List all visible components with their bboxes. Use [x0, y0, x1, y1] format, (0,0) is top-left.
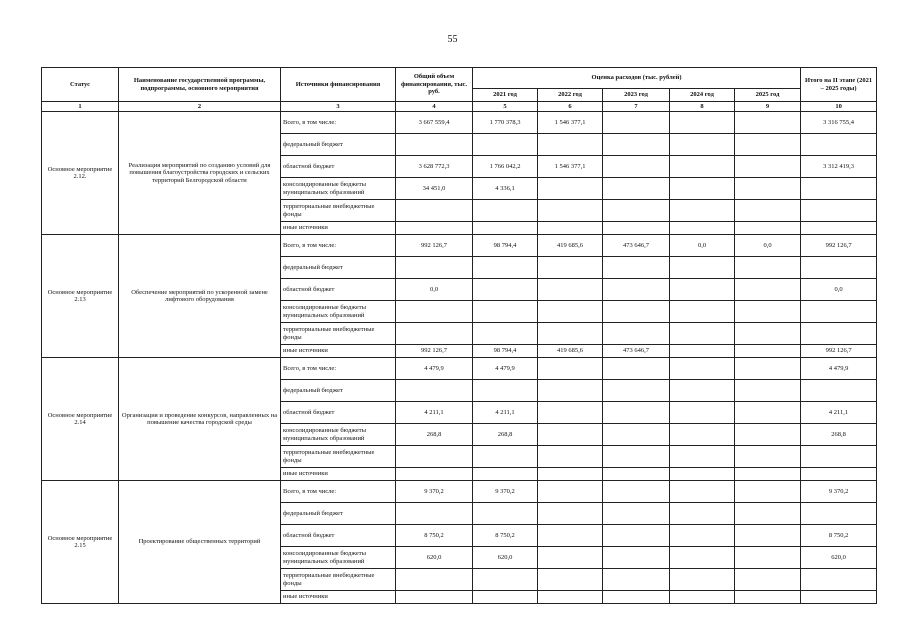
stage-total-cell: 992 126,7: [801, 345, 877, 358]
stage-total-cell: [801, 446, 877, 468]
total-cell: [396, 222, 473, 235]
page-number: 55: [447, 34, 458, 45]
year-2022-cell: [538, 481, 603, 503]
year-2024-cell: [670, 279, 735, 301]
year-2021-cell: [473, 503, 538, 525]
year-2023-cell: [603, 569, 670, 591]
total-cell: 9 370,2: [396, 481, 473, 503]
year-2024-cell: [670, 257, 735, 279]
funding-source-cell: иные источники: [281, 222, 396, 235]
stage-total-cell: 3 312 419,3: [801, 156, 877, 178]
year-2021-cell: [473, 134, 538, 156]
stage-total-cell: 268,8: [801, 424, 877, 446]
year-2021-cell: [473, 222, 538, 235]
year-2025-cell: [735, 402, 801, 424]
status-cell: Основное мероприятие 2.15: [42, 481, 119, 604]
header-year: 2025 год: [735, 89, 801, 102]
stage-total-cell: [801, 591, 877, 604]
total-cell: 620,0: [396, 547, 473, 569]
year-2022-cell: [538, 222, 603, 235]
funding-source-cell: территориальные внебюджетные фонды: [281, 323, 396, 345]
year-2025-cell: [735, 481, 801, 503]
year-2021-cell: 620,0: [473, 547, 538, 569]
activity-name-cell: Организация и проведение конкурсов, направленных на повышение качества городской среды: [119, 358, 281, 481]
year-2023-cell: [603, 200, 670, 222]
year-2021-cell: 9 370,2: [473, 481, 538, 503]
funding-source-cell: Всего, в том числе:: [281, 112, 396, 134]
funding-source-cell: территориальные внебюджетные фонды: [281, 569, 396, 591]
year-2023-cell: [603, 301, 670, 323]
year-2024-cell: [670, 112, 735, 134]
year-2022-cell: [538, 200, 603, 222]
year-2024-cell: [670, 156, 735, 178]
year-2021-cell: 4 479,9: [473, 358, 538, 380]
year-2024-cell: [670, 481, 735, 503]
stage-total-cell: [801, 134, 877, 156]
year-2023-cell: [603, 481, 670, 503]
header-stage-total: Итого на II этапе (2021 – 2025 годы): [801, 68, 877, 102]
year-2022-cell: 1 546 377,1: [538, 112, 603, 134]
header-year: 2022 год: [538, 89, 603, 102]
table-row: [42, 358, 877, 380]
year-2021-cell: [473, 591, 538, 604]
year-2025-cell: [735, 591, 801, 604]
activity-name-cell: Проектирование общественных территорий: [119, 481, 281, 604]
stage-total-cell: 4 211,1: [801, 402, 877, 424]
year-2025-cell: [735, 380, 801, 402]
year-2022-cell: [538, 468, 603, 481]
header-year: 2024 год: [670, 89, 735, 102]
year-2025-cell: [735, 547, 801, 569]
activity-name-cell: Реализация мероприятий по созданию условий для повышения благоустройства городских и сельских территорий Белгородской области: [119, 112, 281, 235]
total-cell: 4 211,1: [396, 402, 473, 424]
year-2022-cell: 1 546 377,1: [538, 156, 603, 178]
funding-source-cell: Всего, в том числе:: [281, 235, 396, 257]
year-2025-cell: [735, 345, 801, 358]
total-cell: 34 451,0: [396, 178, 473, 200]
total-cell: 992 126,7: [396, 345, 473, 358]
year-2021-cell: [473, 380, 538, 402]
year-2022-cell: [538, 380, 603, 402]
year-2025-cell: [735, 569, 801, 591]
year-2023-cell: [603, 380, 670, 402]
column-number: 2: [119, 102, 281, 112]
header-year: 2021 год: [473, 89, 538, 102]
year-2025-cell: [735, 134, 801, 156]
year-2023-cell: [603, 156, 670, 178]
year-2022-cell: [538, 257, 603, 279]
funding-source-cell: Всего, в том числе:: [281, 481, 396, 503]
total-cell: 3 628 772,3: [396, 156, 473, 178]
year-2024-cell: 0,0: [670, 235, 735, 257]
funding-source-cell: федеральный бюджет: [281, 257, 396, 279]
year-2024-cell: [670, 424, 735, 446]
year-2024-cell: [670, 301, 735, 323]
table-body: [42, 112, 877, 604]
total-cell: [396, 380, 473, 402]
year-2021-cell: [473, 200, 538, 222]
year-2024-cell: [670, 569, 735, 591]
funding-source-cell: консолидированные бюджеты муниципальных образований: [281, 424, 396, 446]
year-2025-cell: [735, 279, 801, 301]
funding-source-cell: областной бюджет: [281, 402, 396, 424]
year-2022-cell: [538, 358, 603, 380]
stage-total-cell: [801, 569, 877, 591]
funding-source-cell: Всего, в том числе:: [281, 358, 396, 380]
year-2022-cell: [538, 424, 603, 446]
year-2023-cell: [603, 134, 670, 156]
table-row: [42, 481, 877, 503]
year-2022-cell: [538, 569, 603, 591]
financing-table: [41, 67, 877, 604]
column-number: 1: [42, 102, 119, 112]
total-cell: [396, 591, 473, 604]
stage-total-cell: [801, 178, 877, 200]
year-2023-cell: [603, 468, 670, 481]
total-cell: [396, 569, 473, 591]
year-2022-cell: [538, 402, 603, 424]
year-2022-cell: 419 685,6: [538, 345, 603, 358]
year-2024-cell: [670, 446, 735, 468]
column-number: 6: [538, 102, 603, 112]
total-cell: [396, 301, 473, 323]
year-2022-cell: [538, 525, 603, 547]
year-2023-cell: [603, 279, 670, 301]
year-2021-cell: [473, 569, 538, 591]
column-number: 10: [801, 102, 877, 112]
header-status: Статус: [42, 68, 119, 102]
year-2024-cell: [670, 525, 735, 547]
total-cell: [396, 200, 473, 222]
year-2024-cell: [670, 468, 735, 481]
year-2024-cell: [670, 178, 735, 200]
table-row: [42, 235, 877, 257]
year-2023-cell: [603, 323, 670, 345]
year-2022-cell: [538, 178, 603, 200]
total-cell: [396, 446, 473, 468]
year-2021-cell: 4 336,1: [473, 178, 538, 200]
year-2022-cell: [538, 591, 603, 604]
funding-source-cell: иные источники: [281, 468, 396, 481]
total-cell: 8 750,2: [396, 525, 473, 547]
header-estimate: Оценка расходов (тыс. рублей): [473, 68, 801, 89]
year-2021-cell: [473, 301, 538, 323]
year-2024-cell: [670, 134, 735, 156]
column-number: 4: [396, 102, 473, 112]
total-cell: [396, 468, 473, 481]
year-2021-cell: 8 750,2: [473, 525, 538, 547]
year-2025-cell: [735, 424, 801, 446]
year-2024-cell: [670, 503, 735, 525]
total-cell: [396, 323, 473, 345]
funding-source-cell: областной бюджет: [281, 156, 396, 178]
funding-source-cell: иные источники: [281, 345, 396, 358]
year-2024-cell: [670, 222, 735, 235]
stage-total-cell: 9 370,2: [801, 481, 877, 503]
year-2023-cell: 473 646,7: [603, 235, 670, 257]
year-2023-cell: [603, 503, 670, 525]
column-number: 7: [603, 102, 670, 112]
year-2022-cell: [538, 547, 603, 569]
stage-total-cell: [801, 257, 877, 279]
year-2025-cell: [735, 222, 801, 235]
year-2023-cell: [603, 525, 670, 547]
year-2021-cell: 4 211,1: [473, 402, 538, 424]
funding-source-cell: территориальные внебюджетные фонды: [281, 446, 396, 468]
year-2025-cell: [735, 257, 801, 279]
year-2024-cell: [670, 358, 735, 380]
year-2025-cell: [735, 446, 801, 468]
status-cell: Основное мероприятие 2.14: [42, 358, 119, 481]
total-cell: 0,0: [396, 279, 473, 301]
stage-total-cell: [801, 222, 877, 235]
year-2022-cell: [538, 323, 603, 345]
year-2023-cell: [603, 591, 670, 604]
year-2025-cell: [735, 178, 801, 200]
year-2022-cell: [538, 301, 603, 323]
activity-name-cell: Обеспечение мероприятий по ускоренной замене лифтового оборудования: [119, 235, 281, 358]
status-cell: Основное мероприятие 2.12.: [42, 112, 119, 235]
year-2025-cell: [735, 200, 801, 222]
year-2022-cell: [538, 279, 603, 301]
year-2021-cell: [473, 257, 538, 279]
year-2023-cell: [603, 222, 670, 235]
year-2023-cell: [603, 402, 670, 424]
total-cell: 3 667 559,4: [396, 112, 473, 134]
year-2022-cell: [538, 503, 603, 525]
funding-source-cell: иные источники: [281, 591, 396, 604]
stage-total-cell: 0,0: [801, 279, 877, 301]
year-2024-cell: [670, 345, 735, 358]
column-number: 8: [670, 102, 735, 112]
year-2024-cell: [670, 402, 735, 424]
year-2021-cell: [473, 323, 538, 345]
year-2021-cell: 268,8: [473, 424, 538, 446]
year-2021-cell: [473, 279, 538, 301]
header-total: Общий объем финансирования, тыс. руб.: [396, 68, 473, 102]
total-cell: [396, 257, 473, 279]
funding-source-cell: федеральный бюджет: [281, 134, 396, 156]
year-2023-cell: [603, 446, 670, 468]
column-number: 5: [473, 102, 538, 112]
funding-source-cell: консолидированные бюджеты муниципальных образований: [281, 301, 396, 323]
total-cell: 4 479,9: [396, 358, 473, 380]
year-2022-cell: [538, 446, 603, 468]
year-2025-cell: [735, 156, 801, 178]
year-2023-cell: [603, 424, 670, 446]
year-2022-cell: 419 685,6: [538, 235, 603, 257]
header-source: Источники финансирования: [281, 68, 396, 102]
year-2025-cell: [735, 112, 801, 134]
year-2024-cell: [670, 547, 735, 569]
stage-total-cell: [801, 503, 877, 525]
year-2025-cell: [735, 525, 801, 547]
year-2021-cell: [473, 468, 538, 481]
funding-source-cell: консолидированные бюджеты муниципальных образований: [281, 547, 396, 569]
column-number: 9: [735, 102, 801, 112]
funding-source-cell: консолидированные бюджеты муниципальных образований: [281, 178, 396, 200]
total-cell: [396, 134, 473, 156]
total-cell: [396, 503, 473, 525]
year-2023-cell: 473 646,7: [603, 345, 670, 358]
header-year: 2023 год: [603, 89, 670, 102]
year-2024-cell: [670, 380, 735, 402]
year-2025-cell: [735, 468, 801, 481]
funding-source-cell: федеральный бюджет: [281, 380, 396, 402]
funding-source-cell: областной бюджет: [281, 279, 396, 301]
year-2024-cell: [670, 200, 735, 222]
year-2021-cell: 1 766 042,2: [473, 156, 538, 178]
year-2023-cell: [603, 178, 670, 200]
stage-total-cell: [801, 323, 877, 345]
stage-total-cell: [801, 468, 877, 481]
stage-total-cell: 992 126,7: [801, 235, 877, 257]
funding-source-cell: федеральный бюджет: [281, 503, 396, 525]
total-cell: 992 126,7: [396, 235, 473, 257]
year-2024-cell: [670, 591, 735, 604]
stage-total-cell: [801, 380, 877, 402]
year-2025-cell: [735, 301, 801, 323]
status-cell: Основное мероприятие 2.13: [42, 235, 119, 358]
funding-source-cell: областной бюджет: [281, 525, 396, 547]
year-2021-cell: 1 770 378,3: [473, 112, 538, 134]
funding-source-cell: территориальные внебюджетные фонды: [281, 200, 396, 222]
total-cell: 268,8: [396, 424, 473, 446]
stage-total-cell: 620,0: [801, 547, 877, 569]
year-2022-cell: [538, 134, 603, 156]
year-2021-cell: [473, 446, 538, 468]
stage-total-cell: [801, 301, 877, 323]
year-2025-cell: [735, 503, 801, 525]
stage-total-cell: 3 316 755,4: [801, 112, 877, 134]
table-row: [42, 112, 877, 134]
year-2025-cell: [735, 358, 801, 380]
stage-total-cell: 4 479,9: [801, 358, 877, 380]
stage-total-cell: 8 750,2: [801, 525, 877, 547]
year-2023-cell: [603, 358, 670, 380]
year-2021-cell: 98 794,4: [473, 235, 538, 257]
year-2025-cell: 0,0: [735, 235, 801, 257]
header-name: Наименование государственной программы, подпрограммы, основного мероприятия: [119, 68, 281, 102]
year-2024-cell: [670, 323, 735, 345]
year-2023-cell: [603, 112, 670, 134]
year-2021-cell: 98 794,4: [473, 345, 538, 358]
year-2023-cell: [603, 547, 670, 569]
year-2023-cell: [603, 257, 670, 279]
year-2025-cell: [735, 323, 801, 345]
stage-total-cell: [801, 200, 877, 222]
column-number: 3: [281, 102, 396, 112]
